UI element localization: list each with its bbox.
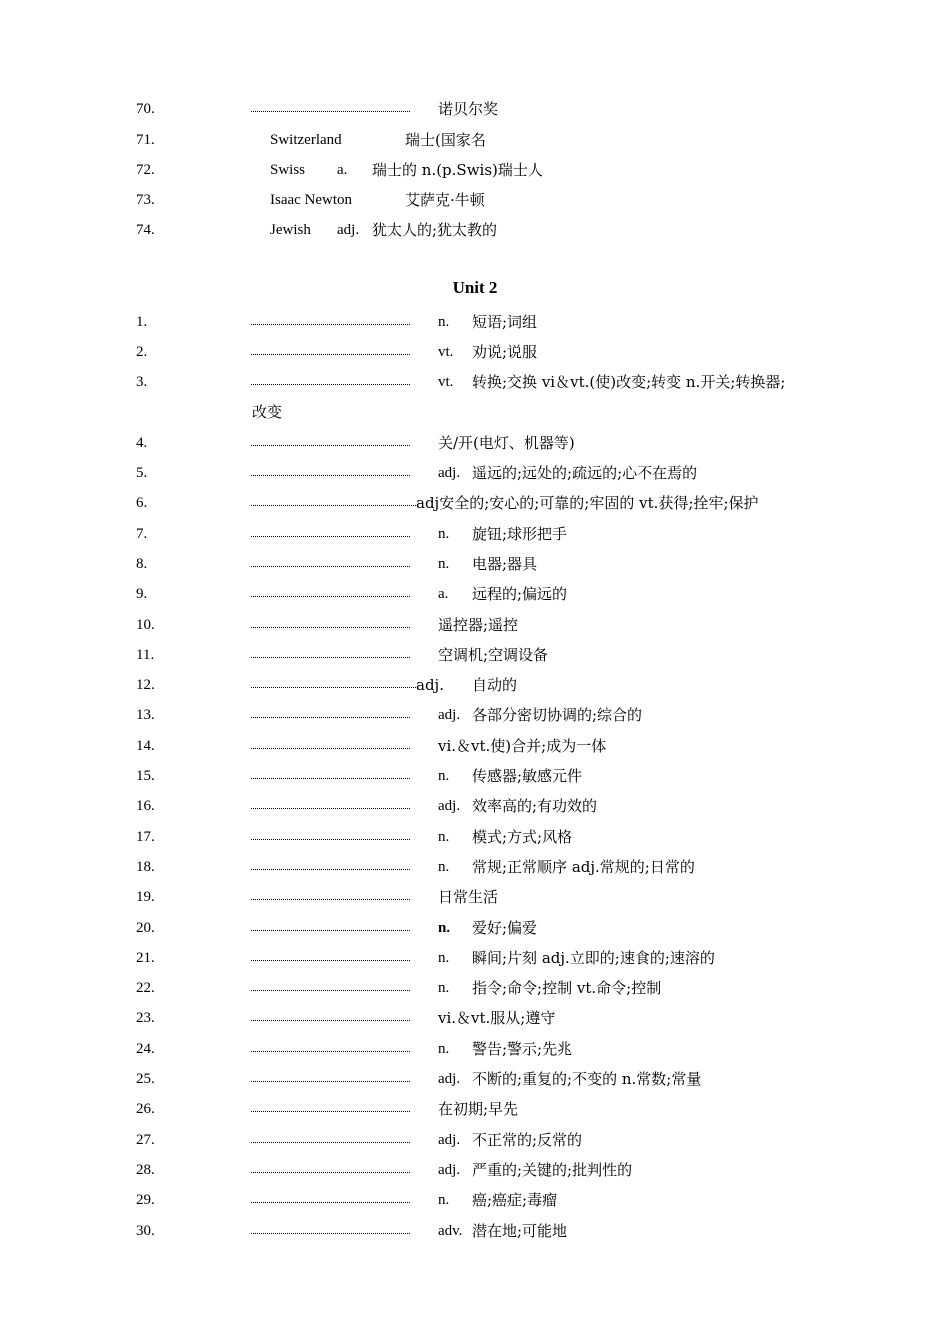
answer-blank[interactable] xyxy=(251,1020,410,1021)
list-item xyxy=(0,158,950,182)
answer-blank[interactable] xyxy=(251,990,410,991)
answer-blank[interactable] xyxy=(251,930,410,931)
answer-blank[interactable] xyxy=(251,1202,410,1203)
list-item xyxy=(0,461,950,485)
item-pos: adv. xyxy=(438,1223,463,1239)
item-definition: 瑞士的 n.(p.Swis)瑞士人 xyxy=(372,161,543,179)
answer-blank[interactable] xyxy=(251,717,410,718)
item-definition-cont: 改变 xyxy=(252,403,283,421)
item-number: 8. xyxy=(136,556,148,572)
item-number: 7. xyxy=(136,526,148,542)
item-number: 2. xyxy=(136,344,148,360)
unit-title: Unit 2 xyxy=(452,278,498,297)
list-item xyxy=(0,734,950,758)
item-definition: 严重的;关键的;批判性的 xyxy=(472,1161,633,1179)
item-pos: adj. xyxy=(438,1132,461,1148)
answer-blank[interactable] xyxy=(251,1142,410,1143)
list-item xyxy=(0,1128,950,1152)
answer-blank[interactable] xyxy=(251,445,410,446)
answer-blank[interactable] xyxy=(251,869,410,870)
item-number: 24. xyxy=(136,1041,155,1057)
answer-blank[interactable] xyxy=(251,627,410,628)
item-definition: 在初期;早先 xyxy=(438,1100,519,1118)
item-pos: n. xyxy=(438,920,451,936)
item-number: 4. xyxy=(136,435,148,451)
item-number: 21. xyxy=(136,950,155,966)
item-definition: 转换;交换 vi＆vt.(使)改变;转变 n.开关;转换器; xyxy=(472,373,786,391)
item-word: Jewish xyxy=(270,222,311,238)
answer-blank[interactable] xyxy=(251,899,410,900)
item-number: 28. xyxy=(136,1162,155,1178)
item-definition: vi.＆vt.服从;遵守 xyxy=(438,1009,556,1027)
answer-blank[interactable] xyxy=(251,1051,410,1052)
list-item xyxy=(0,1188,950,1212)
item-number: 17. xyxy=(136,829,155,845)
list-item xyxy=(0,643,950,667)
answer-blank[interactable] xyxy=(251,596,410,597)
answer-blank[interactable] xyxy=(251,839,410,840)
answer-blank[interactable] xyxy=(251,1172,410,1173)
item-word: Isaac Newton xyxy=(270,192,353,208)
item-definition: 癌;癌症;毒瘤 xyxy=(472,1191,558,1209)
answer-blank[interactable] xyxy=(251,384,410,385)
item-pos: adj. xyxy=(438,1162,461,1178)
answer-blank[interactable] xyxy=(251,1233,410,1234)
list-item xyxy=(0,218,950,242)
item-pos: n. xyxy=(438,859,450,875)
answer-blank[interactable] xyxy=(251,505,416,506)
item-number: 16. xyxy=(136,798,155,814)
item-definition: 犹太人的;犹太教的 xyxy=(372,221,498,239)
list-item xyxy=(0,431,950,455)
item-pos: n. xyxy=(438,314,450,330)
item-pos: n. xyxy=(438,1041,450,1057)
item-number: 27. xyxy=(136,1132,155,1148)
item-pos: n. xyxy=(438,556,450,572)
item-definition: 各部分密切协调的;综合的 xyxy=(472,706,643,724)
item-number: 5. xyxy=(136,465,148,481)
item-pos: adj. xyxy=(438,707,461,723)
list-item xyxy=(0,97,950,121)
item-number: 12. xyxy=(136,677,155,693)
item-definition: 艾萨克·牛顿 xyxy=(405,191,485,209)
list-item xyxy=(0,1097,950,1121)
list-item xyxy=(0,825,950,849)
item-definition: 爱好;偏爱 xyxy=(472,919,538,937)
item-number: 74. xyxy=(136,222,155,238)
answer-blank[interactable] xyxy=(251,657,410,658)
item-definition: 瑞士(国家名 xyxy=(405,131,486,149)
item-pos: adj安全的;安心的;可靠的;牢固的 vt.获得;拴牢;保护 xyxy=(416,494,759,512)
list-item xyxy=(0,128,950,152)
item-number: 71. xyxy=(136,132,155,148)
list-item xyxy=(0,764,950,788)
item-number: 23. xyxy=(136,1010,155,1026)
answer-blank[interactable] xyxy=(251,778,410,779)
item-definition: 关/开(电灯、机器等) xyxy=(438,434,575,452)
answer-blank[interactable] xyxy=(251,1111,410,1112)
item-number: 14. xyxy=(136,738,155,754)
item-definition: 瞬间;片刻 adj.立即的;速食的;速溶的 xyxy=(472,949,715,967)
list-item xyxy=(0,673,950,697)
item-pos: a. xyxy=(337,162,348,178)
item-word: Switzerland xyxy=(270,132,342,148)
item-number: 18. xyxy=(136,859,155,875)
list-item xyxy=(0,703,950,727)
answer-blank[interactable] xyxy=(251,1081,410,1082)
item-definition: 传感器;敏感元件 xyxy=(472,767,583,785)
item-pos: n. xyxy=(438,980,450,996)
list-item xyxy=(0,340,950,364)
answer-blank[interactable] xyxy=(251,566,410,567)
item-pos: vt. xyxy=(438,344,454,360)
item-definition: 远程的;偏远的 xyxy=(472,585,568,603)
item-pos: n. xyxy=(438,829,450,845)
list-item xyxy=(0,1219,950,1243)
item-pos: n. xyxy=(438,950,450,966)
item-definition: 电器;器具 xyxy=(472,555,538,573)
list-item xyxy=(0,522,950,546)
item-number: 9. xyxy=(136,586,148,602)
item-definition: 不正常的;反常的 xyxy=(472,1131,583,1149)
item-pos: adj. xyxy=(438,465,461,481)
item-definition: 效率高的;有功效的 xyxy=(472,797,598,815)
item-definition: 遥远的;远处的;疏远的;心不在焉的 xyxy=(472,464,698,482)
answer-blank[interactable] xyxy=(251,808,410,809)
item-definition: 劝说;说服 xyxy=(472,343,538,361)
list-item xyxy=(0,310,950,334)
list-item xyxy=(0,1037,950,1061)
item-number: 29. xyxy=(136,1192,155,1208)
item-number: 73. xyxy=(136,192,155,208)
item-number: 20. xyxy=(136,920,155,936)
item-pos: a. xyxy=(438,586,449,602)
item-number: 22. xyxy=(136,980,155,996)
item-number: 25. xyxy=(136,1071,155,1087)
item-definition: 短语;词组 xyxy=(472,313,538,331)
item-definition: 日常生活 xyxy=(438,888,499,906)
item-pos: n. xyxy=(438,768,450,784)
list-item xyxy=(0,1006,950,1030)
item-definition: 模式;方式;风格 xyxy=(472,828,573,846)
list-item xyxy=(0,916,950,940)
list-item xyxy=(0,976,950,1000)
answer-blank[interactable] xyxy=(251,354,410,355)
definition-continuation xyxy=(0,400,950,424)
item-number: 15. xyxy=(136,768,155,784)
list-item xyxy=(0,885,950,909)
item-number: 10. xyxy=(136,617,155,633)
item-number: 26. xyxy=(136,1101,155,1117)
list-item xyxy=(0,552,950,576)
item-number: 72. xyxy=(136,162,155,178)
item-number: 70. xyxy=(136,101,155,117)
item-number: 3. xyxy=(136,374,148,390)
list-item xyxy=(0,1067,950,1091)
item-definition: 潜在地;可能地 xyxy=(472,1222,568,1240)
list-item xyxy=(0,188,950,212)
list-item xyxy=(0,491,950,515)
answer-blank[interactable] xyxy=(251,324,410,325)
list-item xyxy=(0,582,950,606)
item-pos: adj. xyxy=(438,1071,461,1087)
item-definition: 自动的 xyxy=(472,676,518,694)
answer-blank[interactable] xyxy=(251,475,410,476)
item-number: 6. xyxy=(136,495,148,511)
list-item xyxy=(0,1158,950,1182)
item-definition: 空调机;空调设备 xyxy=(438,646,549,664)
list-item xyxy=(0,370,950,394)
item-number: 11. xyxy=(136,647,155,663)
item-number: 19. xyxy=(136,889,155,905)
item-definition: vi.＆vt.使)合并;成为一体 xyxy=(438,737,607,755)
item-definition: 警告;警示;先兆 xyxy=(472,1040,573,1058)
item-definition: 指令;命令;控制 vt.命令;控制 xyxy=(472,979,662,997)
answer-blank[interactable] xyxy=(251,748,410,749)
item-definition: 遥控器;遥控 xyxy=(438,616,519,634)
list-item xyxy=(0,946,950,970)
item-word: Swiss xyxy=(270,162,306,178)
answer-blank[interactable] xyxy=(251,960,410,961)
list-item xyxy=(0,855,950,879)
list-item xyxy=(0,613,950,637)
item-number: 30. xyxy=(136,1223,155,1239)
item-pos: n. xyxy=(438,526,450,542)
item-pos: adj. xyxy=(337,222,360,238)
item-definition: 旋钮;球形把手 xyxy=(472,525,568,543)
item-number: 13. xyxy=(136,707,155,723)
answer-blank[interactable] xyxy=(251,111,410,112)
item-pos: adj. xyxy=(438,798,461,814)
item-pos: n. xyxy=(438,1192,450,1208)
list-item xyxy=(0,794,950,818)
item-definition: 诺贝尔奖 xyxy=(438,100,499,118)
item-pos: vt. xyxy=(438,374,454,390)
item-definition: 常规;正常顺序 adj.常规的;日常的 xyxy=(472,858,695,876)
item-pos: adj. xyxy=(416,676,444,694)
answer-blank[interactable] xyxy=(251,536,410,537)
item-number: 1. xyxy=(136,314,148,330)
answer-blank[interactable] xyxy=(251,687,416,688)
item-definition: 不断的;重复的;不变的 n.常数;常量 xyxy=(472,1070,702,1088)
